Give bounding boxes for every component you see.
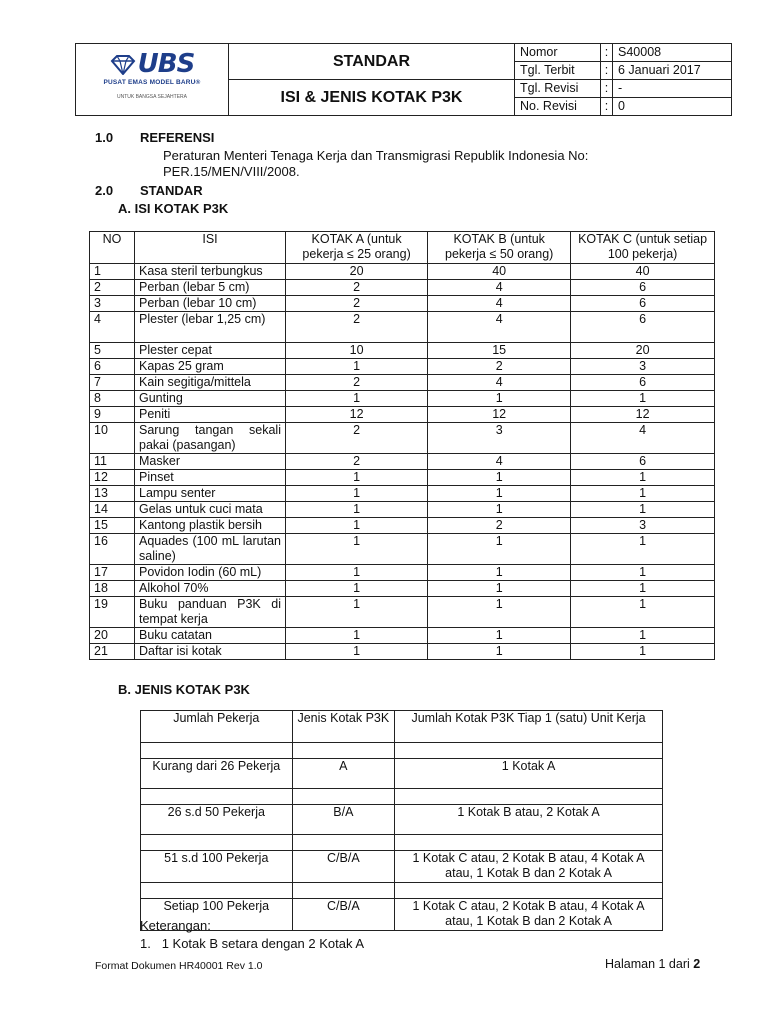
- item-quantity: 1: [286, 581, 428, 597]
- empty-cell: [292, 789, 395, 805]
- footer-page-total: 2: [693, 957, 701, 971]
- item-quantity: 6: [571, 296, 715, 312]
- item-quantity: 6: [571, 375, 715, 391]
- subsection-title-jenis: B. JENIS KOTAK P3K: [118, 682, 250, 697]
- table-row: [90, 407, 715, 423]
- item-quantity: 40: [428, 264, 571, 280]
- row-number: 7: [90, 375, 135, 391]
- item-quantity: 3: [571, 359, 715, 375]
- table-cell: 1 Kotak A: [395, 759, 663, 789]
- item-quantity: 40: [571, 264, 715, 280]
- item-name: Lampu senter: [135, 486, 286, 502]
- table-cell: 1 Kotak C atau, 2 Kotak B atau, 4 Kotak A atau, 1 Kotak B dan 2 Kotak A: [395, 851, 663, 883]
- item-quantity: 1: [571, 644, 715, 660]
- logo-cell: [76, 44, 229, 116]
- item-name: Daftar isi kotak: [135, 644, 286, 660]
- item-quantity: 1: [428, 534, 571, 565]
- item-quantity: 1: [428, 502, 571, 518]
- row-number: 6: [90, 359, 135, 375]
- section-title-standar: STANDAR: [140, 183, 203, 198]
- table-cell: Kurang dari 26 Pekerja: [141, 759, 293, 789]
- table-cell: 1 Kotak B atau, 2 Kotak A: [395, 805, 663, 835]
- table-row: [90, 644, 715, 660]
- meta-colon: :: [601, 80, 613, 98]
- item-quantity: 12: [286, 407, 428, 423]
- item-quantity: 4: [428, 454, 571, 470]
- item-quantity: 1: [571, 581, 715, 597]
- item-name: Alkohol 70%: [135, 581, 286, 597]
- item-quantity: 1: [286, 518, 428, 534]
- item-name: Peniti: [135, 407, 286, 423]
- meta-value-tgl-terbit: 6 Januari 2017: [613, 62, 732, 80]
- item-name: Buku catatan: [135, 628, 286, 644]
- item-quantity: 1: [571, 565, 715, 581]
- logo-tagline: PUSAT EMAS MODEL BARU®: [103, 78, 201, 86]
- column-header: ISI: [135, 232, 286, 264]
- referensi-text: Peraturan Menteri Tenaga Kerja dan Transmigrasi Republik Indonesia No: PER.15/MEN/VIII/2008.: [163, 148, 589, 179]
- item-quantity: 1: [286, 628, 428, 644]
- meta-value-no-revisi: 0: [613, 98, 732, 116]
- empty-cell: [141, 743, 293, 759]
- table-row: [90, 423, 715, 454]
- item-quantity: 15: [428, 343, 571, 359]
- item-name: Kantong plastik bersih: [135, 518, 286, 534]
- row-number: 2: [90, 280, 135, 296]
- item-quantity: 2: [286, 423, 428, 454]
- item-quantity: 1: [286, 534, 428, 565]
- footer-page: [605, 957, 700, 971]
- empty-cell: [141, 789, 293, 805]
- section-title-referensi: REFERENSI: [140, 130, 215, 145]
- diamond-icon: [110, 55, 136, 75]
- empty-cell: [395, 789, 663, 805]
- table-row: [90, 518, 715, 534]
- table-cell: C/B/A: [292, 899, 395, 931]
- item-quantity: 1: [286, 565, 428, 581]
- item-quantity: 4: [571, 423, 715, 454]
- table-header-row: [90, 232, 715, 264]
- item-quantity: 1: [428, 597, 571, 628]
- table-row: [90, 312, 715, 343]
- table-row: [90, 375, 715, 391]
- jenis-kotak-table: [140, 710, 663, 931]
- item-quantity: 1: [428, 486, 571, 502]
- item-quantity: 1: [571, 534, 715, 565]
- empty-cell: [292, 743, 395, 759]
- item-quantity: 20: [571, 343, 715, 359]
- meta-colon: :: [601, 98, 613, 116]
- table-row: [90, 597, 715, 628]
- table-row: [90, 264, 715, 280]
- table-cell: B/A: [292, 805, 395, 835]
- item-quantity: 1: [428, 470, 571, 486]
- item-quantity: 3: [428, 423, 571, 454]
- item-name: Kain segitiga/mittela: [135, 375, 286, 391]
- table-row: [90, 486, 715, 502]
- empty-cell: [292, 835, 395, 851]
- empty-cell: [395, 883, 663, 899]
- table-header-row: [141, 711, 663, 743]
- item-quantity: 4: [428, 296, 571, 312]
- item-name: Plester (lebar 1,25 cm): [135, 312, 286, 343]
- spacer-row: [141, 789, 663, 805]
- item-quantity: 12: [571, 407, 715, 423]
- item-quantity: 1: [286, 486, 428, 502]
- empty-cell: [395, 743, 663, 759]
- item-name: Gunting: [135, 391, 286, 407]
- meta-colon: :: [601, 44, 613, 62]
- item-name: Buku panduan P3K di tempat kerja: [135, 597, 286, 628]
- row-number: 13: [90, 486, 135, 502]
- item-quantity: 6: [571, 454, 715, 470]
- column-header: KOTAK C (untuk setiap 100 pekerja): [571, 232, 715, 264]
- item-quantity: 1: [428, 628, 571, 644]
- row-number: 21: [90, 644, 135, 660]
- column-header: Jumlah Pekerja: [141, 711, 293, 743]
- row-number: 5: [90, 343, 135, 359]
- table-row: [90, 565, 715, 581]
- item-name: Perban (lebar 10 cm): [135, 296, 286, 312]
- footer-page-prefix: Halaman 1 dari: [605, 957, 694, 971]
- table-cell: 51 s.d 100 Pekerja: [141, 851, 293, 883]
- spacer-row: [141, 883, 663, 899]
- item-quantity: 2: [286, 312, 428, 343]
- item-name: Aquades (100 mL larutan saline): [135, 534, 286, 565]
- item-quantity: 1: [286, 359, 428, 375]
- item-name: Sarung tangan sekali pakai (pasangan): [135, 423, 286, 454]
- item-name: Kapas 25 gram: [135, 359, 286, 375]
- item-quantity: 3: [571, 518, 715, 534]
- table-row: [90, 628, 715, 644]
- item-quantity: 2: [286, 280, 428, 296]
- item-name: Masker: [135, 454, 286, 470]
- row-number: 15: [90, 518, 135, 534]
- item-quantity: 10: [286, 343, 428, 359]
- item-quantity: 1: [428, 581, 571, 597]
- item-quantity: 1: [571, 597, 715, 628]
- table-row: [141, 899, 663, 931]
- row-number: 14: [90, 502, 135, 518]
- document-header: [75, 43, 732, 116]
- item-quantity: 1: [286, 391, 428, 407]
- column-header: KOTAK B (untuk pekerja ≤ 50 orang): [428, 232, 571, 264]
- row-number: 16: [90, 534, 135, 565]
- spacer-row: [141, 743, 663, 759]
- empty-cell: [395, 835, 663, 851]
- item-quantity: 4: [428, 312, 571, 343]
- item-quantity: 20: [286, 264, 428, 280]
- item-quantity: 2: [286, 375, 428, 391]
- item-quantity: 6: [571, 280, 715, 296]
- table-row: [90, 534, 715, 565]
- item-quantity: 2: [428, 518, 571, 534]
- empty-cell: [141, 835, 293, 851]
- item-quantity: 12: [428, 407, 571, 423]
- table-cell: A: [292, 759, 395, 789]
- item-quantity: 1: [571, 391, 715, 407]
- column-header: NO: [90, 232, 135, 264]
- section-number: 2.0: [95, 183, 114, 198]
- table-row: [90, 280, 715, 296]
- table-cell: 26 s.d 50 Pekerja: [141, 805, 293, 835]
- item-quantity: 4: [428, 375, 571, 391]
- meta-label: Tgl. Revisi: [515, 80, 601, 98]
- table-row: [90, 470, 715, 486]
- meta-label: Nomor: [515, 44, 601, 62]
- item-name: Plester cepat: [135, 343, 286, 359]
- row-number: 9: [90, 407, 135, 423]
- item-quantity: 1: [286, 502, 428, 518]
- meta-value-tgl-revisi: -: [613, 80, 732, 98]
- row-number: 8: [90, 391, 135, 407]
- logo-subline: UNTUK BANGSA SEJAHTERA: [116, 93, 187, 100]
- company-logo: [82, 49, 222, 105]
- table-row: [141, 805, 663, 835]
- item-quantity: 1: [428, 565, 571, 581]
- meta-label: No. Revisi: [515, 98, 601, 116]
- empty-cell: [141, 883, 293, 899]
- item-name: Povidon Iodin (60 mL): [135, 565, 286, 581]
- item-quantity: 4: [428, 280, 571, 296]
- item-quantity: 1: [571, 502, 715, 518]
- meta-label: Tgl. Terbit: [515, 62, 601, 80]
- meta-colon: :: [601, 62, 613, 80]
- notes-item: [140, 936, 364, 951]
- row-number: 17: [90, 565, 135, 581]
- table-row: [141, 851, 663, 883]
- row-number: 1: [90, 264, 135, 280]
- doc-title-1: STANDAR: [229, 44, 515, 80]
- table-row: [90, 343, 715, 359]
- row-number: 12: [90, 470, 135, 486]
- item-quantity: 2: [428, 359, 571, 375]
- column-header: KOTAK A (untuk pekerja ≤ 25 orang): [286, 232, 428, 264]
- row-number: 19: [90, 597, 135, 628]
- item-quantity: 1: [428, 391, 571, 407]
- item-quantity: 1: [286, 644, 428, 660]
- item-quantity: 2: [286, 454, 428, 470]
- column-header: Jenis Kotak P3K: [292, 711, 395, 743]
- item-quantity: 6: [571, 312, 715, 343]
- row-number: 18: [90, 581, 135, 597]
- doc-title-2: ISI & JENIS KOTAK P3K: [229, 80, 515, 116]
- table-row: [90, 359, 715, 375]
- logo-wordmark: UBS: [137, 49, 195, 79]
- row-number: 4: [90, 312, 135, 343]
- item-name: Perban (lebar 5 cm): [135, 280, 286, 296]
- table-cell: Setiap 100 Pekerja: [141, 899, 293, 931]
- item-quantity: 1: [428, 644, 571, 660]
- table-row: [90, 454, 715, 470]
- item-quantity: 1: [571, 470, 715, 486]
- table-cell: 1 Kotak C atau, 2 Kotak B atau, 4 Kotak A atau, 1 Kotak B dan 2 Kotak A: [395, 899, 663, 931]
- section-number: 1.0: [95, 130, 114, 145]
- spacer-row: [141, 835, 663, 851]
- item-quantity: 1: [571, 628, 715, 644]
- item-name: Pinset: [135, 470, 286, 486]
- column-header: Jumlah Kotak P3K Tiap 1 (satu) Unit Kerja: [395, 711, 663, 743]
- row-number: 3: [90, 296, 135, 312]
- item-quantity: 2: [286, 296, 428, 312]
- table-row: [90, 296, 715, 312]
- row-number: 20: [90, 628, 135, 644]
- meta-value-nomor: S40008: [613, 44, 732, 62]
- item-quantity: 1: [286, 597, 428, 628]
- row-number: 10: [90, 423, 135, 454]
- row-number: 11: [90, 454, 135, 470]
- empty-cell: [292, 883, 395, 899]
- subsection-title-isi: A. ISI KOTAK P3K: [118, 201, 229, 216]
- notes-title: Keterangan:: [140, 918, 211, 933]
- item-quantity: 1: [571, 486, 715, 502]
- table-cell: C/B/A: [292, 851, 395, 883]
- table-row: [90, 581, 715, 597]
- isi-kotak-table: [89, 231, 715, 660]
- table-row: [90, 391, 715, 407]
- item-quantity: 1: [286, 470, 428, 486]
- table-row: [90, 502, 715, 518]
- notes-item-number: 1.: [140, 936, 151, 951]
- table-row: [141, 759, 663, 789]
- footer-format: Format Dokumen HR40001 Rev 1.0: [95, 960, 263, 972]
- notes-item-text: 1 Kotak B setara dengan 2 Kotak A: [161, 936, 365, 951]
- item-name: Gelas untuk cuci mata: [135, 502, 286, 518]
- item-name: Kasa steril terbungkus: [135, 264, 286, 280]
